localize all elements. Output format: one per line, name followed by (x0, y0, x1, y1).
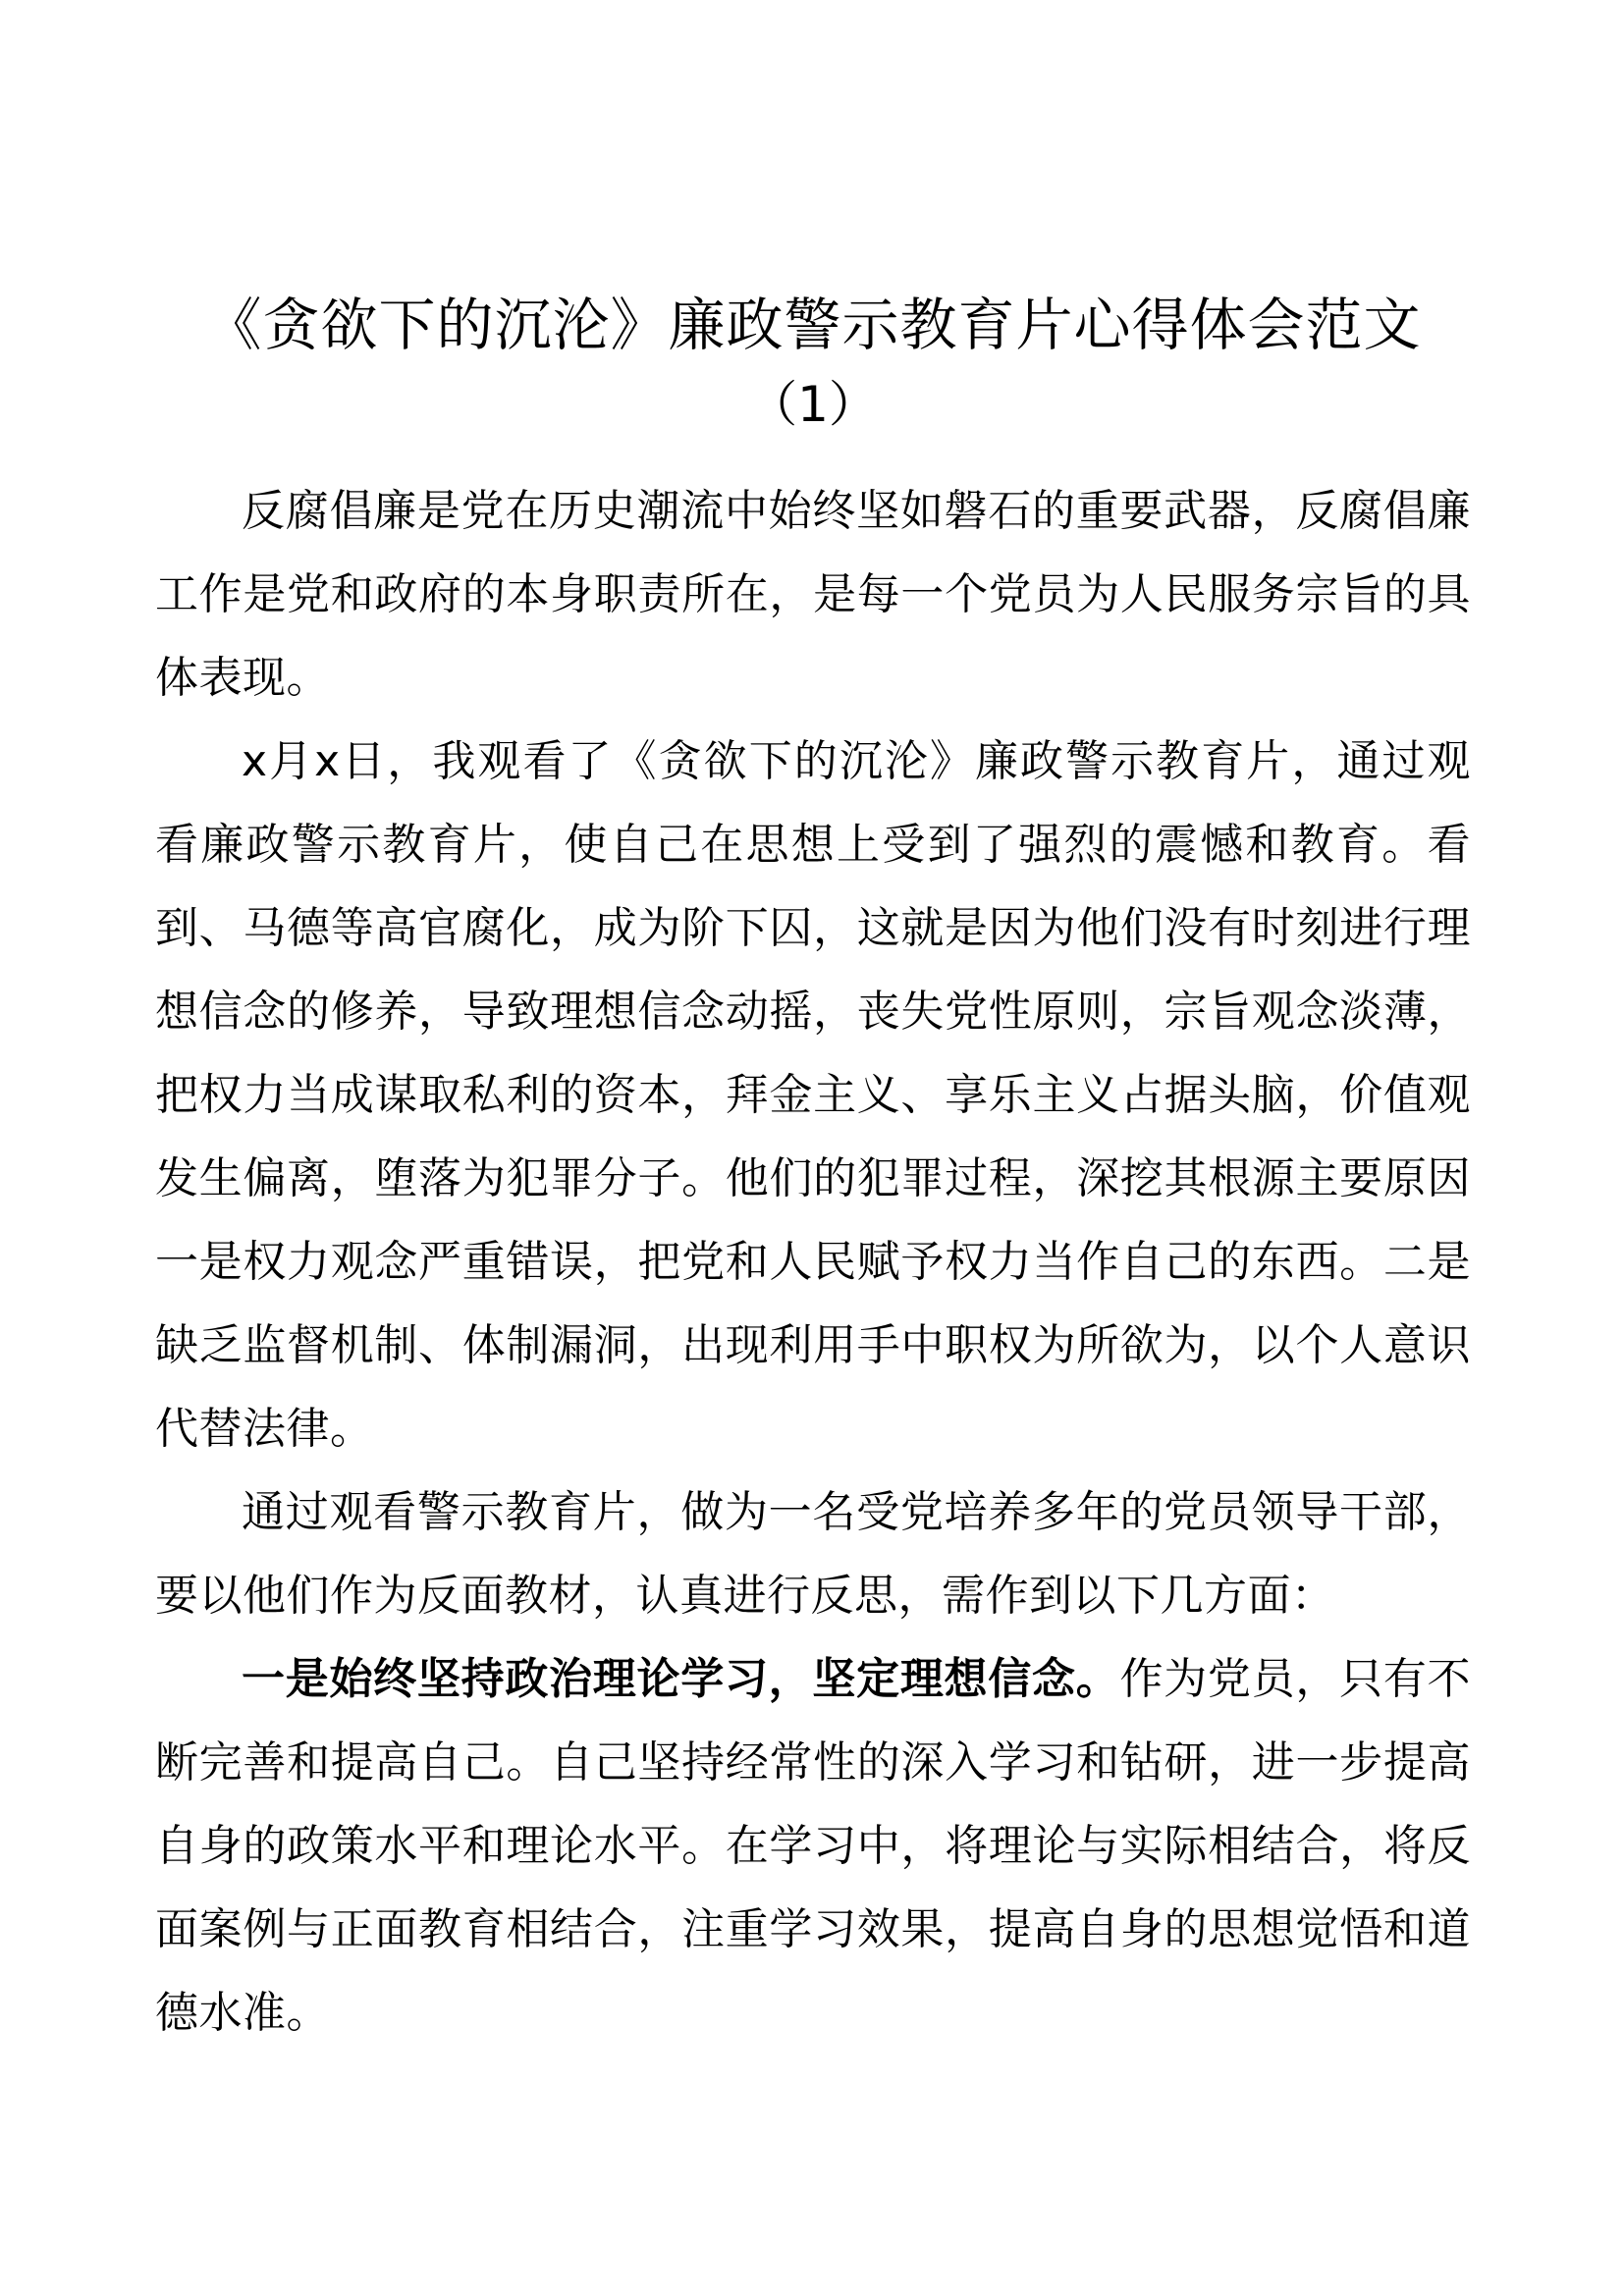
paragraph-viewing: x月x日，我观看了《贪欲下的沉沦》廉政警示教育片，通过观看廉政警示教育片，使自己在思想上受到了强烈的震憾和教育。看到、马德等高官腐化，成为阶下囚，这就是因为他们没有时刻进行理想信念的修养，导致理想信念动摇，丧失党性原则，宗旨观念淡薄，把权力当成谋取私利的资本，拜金主义、享乐主义占据头脑，价值观发生偏离，堕落为犯罪分子。他们的犯罪过程，深挖其根源主要原因一是权力观念严重错误，把党和人民赋予权力当作自己的东西。二是缺乏监督机制、体制漏洞，出现利用手中职权为所欲为，以个人意识代替法律。 (155, 736, 1471, 1454)
document-title: 《贪欲下的沉沦》廉政警示教育片心得体会范文 (204, 292, 1422, 358)
document-page (155, 285, 1471, 2055)
paragraph-point-one (155, 1637, 1471, 2055)
point-one-body: 作为党员，只有不断完善和提高自己。自己坚持经常性的深入学习和钻研，进一步提高自身的政策水平和理论水平。在学习中，将理论与实际相结合，将反面案例与正面教育相结合，注重学习效果，提高自身的思想觉悟和道德水准。 (155, 1654, 1472, 2038)
document-subtitle: （1） (748, 376, 878, 433)
point-one-heading: 一是始终坚持政治理论学习，坚定理想信念。 (242, 1654, 1120, 1704)
paragraph-intro: 反腐倡廉是党在历史潮流中始终坚如磐石的重要武器，反腐倡廉工作是党和政府的本身职责所在，是每一个党员为人民服务宗旨的具体表现。 (155, 486, 1471, 703)
paragraph-reflection: 通过观看警示教育片，做为一名受党培养多年的党员领导干部，要以他们作为反面教材，认真进行反思，需作到以下几方面： (155, 1487, 1471, 1621)
